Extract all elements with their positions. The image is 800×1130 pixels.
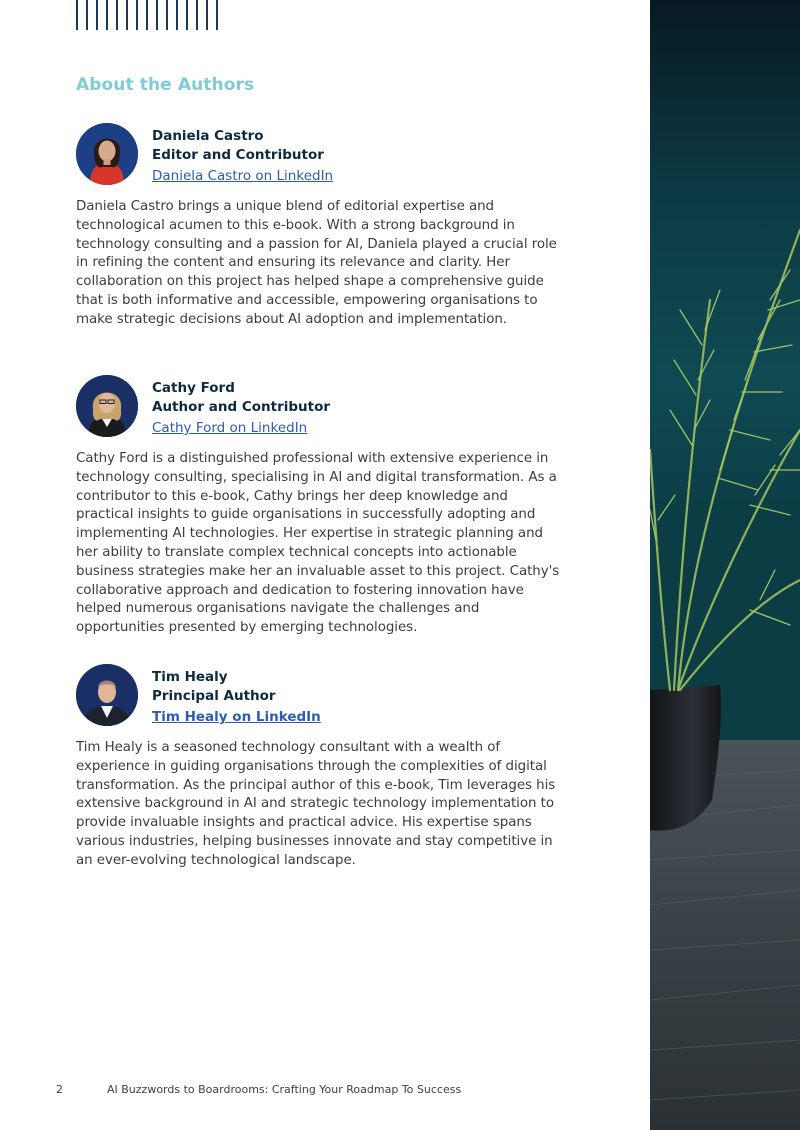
linkedin-link-daniela[interactable]: Daniela Castro on LinkedIn: [152, 168, 334, 184]
author-card-cathy: [76, 375, 566, 638]
author-role: Principal Author: [152, 688, 276, 704]
author-bio: Daniela Castro brings a unique blend of editorial expertise and technological acumen to this e-book. With a strong background in technology consulting and a passion for AI, Daniela played a crucial role in refining the content and ensuring its relevance and clarity. Her collaboration on this project has helped shape a comprehensive guide that is both informative and accessible, empowering organisations to make strategic decisions about AI adoption and implementation.: [76, 199, 557, 327]
avatar-daniela: [76, 123, 138, 185]
linkedin-link-cathy[interactable]: Cathy Ford on LinkedIn: [152, 420, 308, 436]
section-title: About the Authors: [76, 75, 255, 95]
author-name: Cathy Ford: [152, 380, 235, 396]
author-role: Editor and Contributor: [152, 147, 324, 163]
author-role: Author and Contributor: [152, 399, 331, 415]
linkedin-link-tim[interactable]: Tim Healy on LinkedIn: [152, 709, 321, 725]
author-card-daniela: [76, 123, 566, 330]
author-bio: Cathy Ford is a distinguished professional with extensive experience in technology consulting, specialising in AI and digital transformation. As a contributor to this e-book, Cathy brings her deep knowledge and practical insights to guide organisations in successfully adopting and implementing AI technologies. Her expertise in strategic planning and her ability to translate complex technical concepts into actionable business strategies make her an invaluable asset to this project. Cathy's collaborative approach and dedication to fostering innovation have helped numerous organisations navigate the challenges and opportunities presented by emerging technologies.: [76, 451, 560, 636]
avatar-cathy: [76, 375, 138, 437]
avatar-tim: [76, 664, 138, 726]
footer-title: AI Buzzwords to Boardrooms: Crafting Your Roadmap To Success: [107, 1083, 462, 1096]
author-name: Daniela Castro: [152, 128, 264, 144]
page-number: 2: [56, 1083, 63, 1096]
author-bio: Tim Healy is a seasoned technology consultant with a wealth of experience in guiding organisations through the complexities of digital transformation. As the principal author of this e-book, Tim leverages his extensive background in AI and strategic technology implementation to provide invaluable insights and practical advice. His expertise spans various industries, helping businesses innovate and stay competitive in an ever-evolving technological landscape.: [76, 740, 556, 868]
author-card-tim: [76, 664, 566, 871]
decorative-plant-image: [650, 0, 800, 1130]
author-name: Tim Healy: [152, 669, 228, 685]
decorative-top-bars: [76, 0, 226, 30]
